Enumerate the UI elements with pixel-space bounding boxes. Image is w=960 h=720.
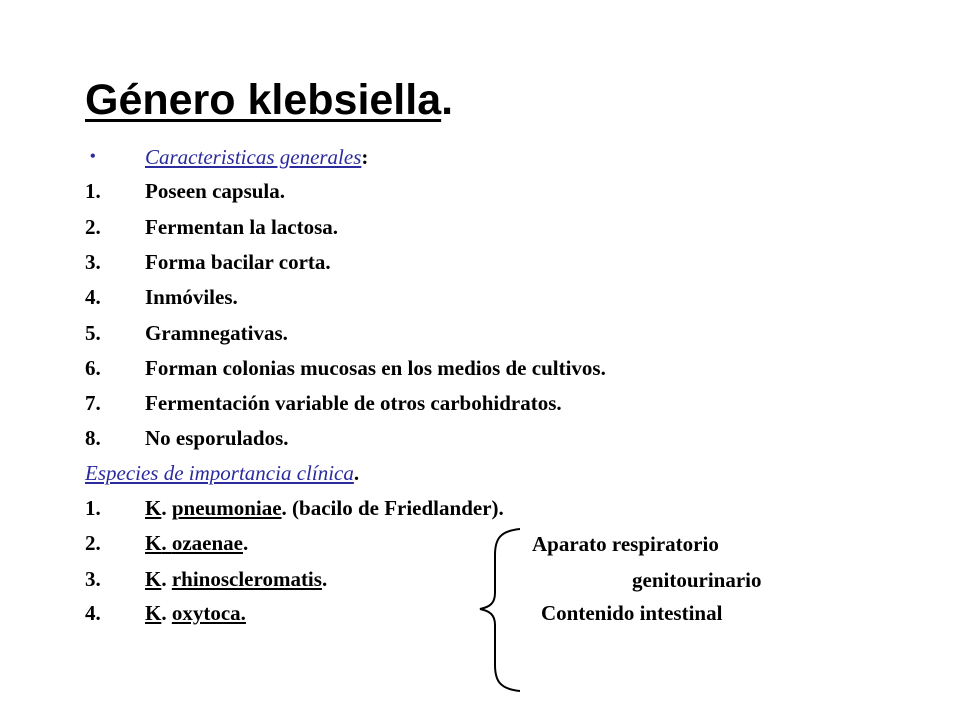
list-number: 4.: [85, 285, 101, 309]
list-text: Fermentación variable de otros carbohidratos.: [145, 391, 562, 415]
section-heading-especies: [85, 458, 359, 488]
list-text: Poseen capsula.: [145, 179, 286, 203]
page-title-text: Género klebsiella: [85, 76, 442, 124]
species-genus: K: [145, 496, 162, 520]
species-rest: .: [243, 531, 249, 555]
section1-heading-suffix: :: [361, 145, 369, 169]
list-text: No esporulados.: [145, 426, 289, 450]
list-text: Forma bacilar corta.: [145, 250, 331, 274]
list-text: Gramnegativas.: [145, 321, 288, 345]
list-number: 6.: [85, 356, 101, 380]
list-text: Inmóviles.: [145, 285, 238, 309]
page-title-period: .: [441, 76, 454, 124]
species-sep: .: [161, 531, 172, 555]
annotation-respiratorio: Aparato respiratorio: [532, 532, 719, 556]
page-title: [85, 70, 453, 130]
species-genus: K: [145, 601, 162, 625]
species-sep: .: [161, 601, 172, 625]
species-epithet: rhinoscleromatis: [171, 567, 322, 591]
list-number: 7.: [85, 391, 101, 415]
species-number: 3.: [85, 567, 101, 591]
species-genus: K: [145, 531, 162, 555]
section2-heading-text: Especies de importancia clínica: [85, 461, 354, 485]
species-epithet: pneumoniae: [171, 496, 282, 520]
list-number: 2.: [85, 215, 101, 239]
bullet-icon: •: [90, 148, 96, 165]
species-sep: .: [161, 496, 172, 520]
list-number: 3.: [85, 250, 101, 274]
annotation-intestinal: Contenido intestinal: [541, 601, 723, 625]
section2-heading-suffix: .: [353, 461, 360, 485]
species-epithet: oxytoca.: [171, 601, 246, 625]
species-genus: K: [145, 567, 162, 591]
species-sep: .: [161, 567, 172, 591]
section1-heading-text: Caracteristicas generales: [145, 145, 362, 169]
list-text: Fermentan la lactosa.: [145, 215, 339, 239]
species-number: 4.: [85, 601, 101, 625]
species-number: 1.: [85, 496, 101, 520]
list-number: 8.: [85, 426, 101, 450]
list-number: 5.: [85, 321, 101, 345]
species-epithet: ozaenae: [171, 531, 243, 555]
list-text: Forman colonias mucosas en los medios de cultivos.: [145, 356, 606, 380]
species-number: 2.: [85, 531, 101, 555]
species-rest: .: [321, 567, 328, 591]
list-number: 1.: [85, 179, 101, 203]
curly-brace-icon: [470, 525, 530, 695]
species-rest: . (bacilo de Friedlander).: [281, 496, 504, 520]
annotation-genitourinario: genitourinario: [632, 568, 762, 592]
